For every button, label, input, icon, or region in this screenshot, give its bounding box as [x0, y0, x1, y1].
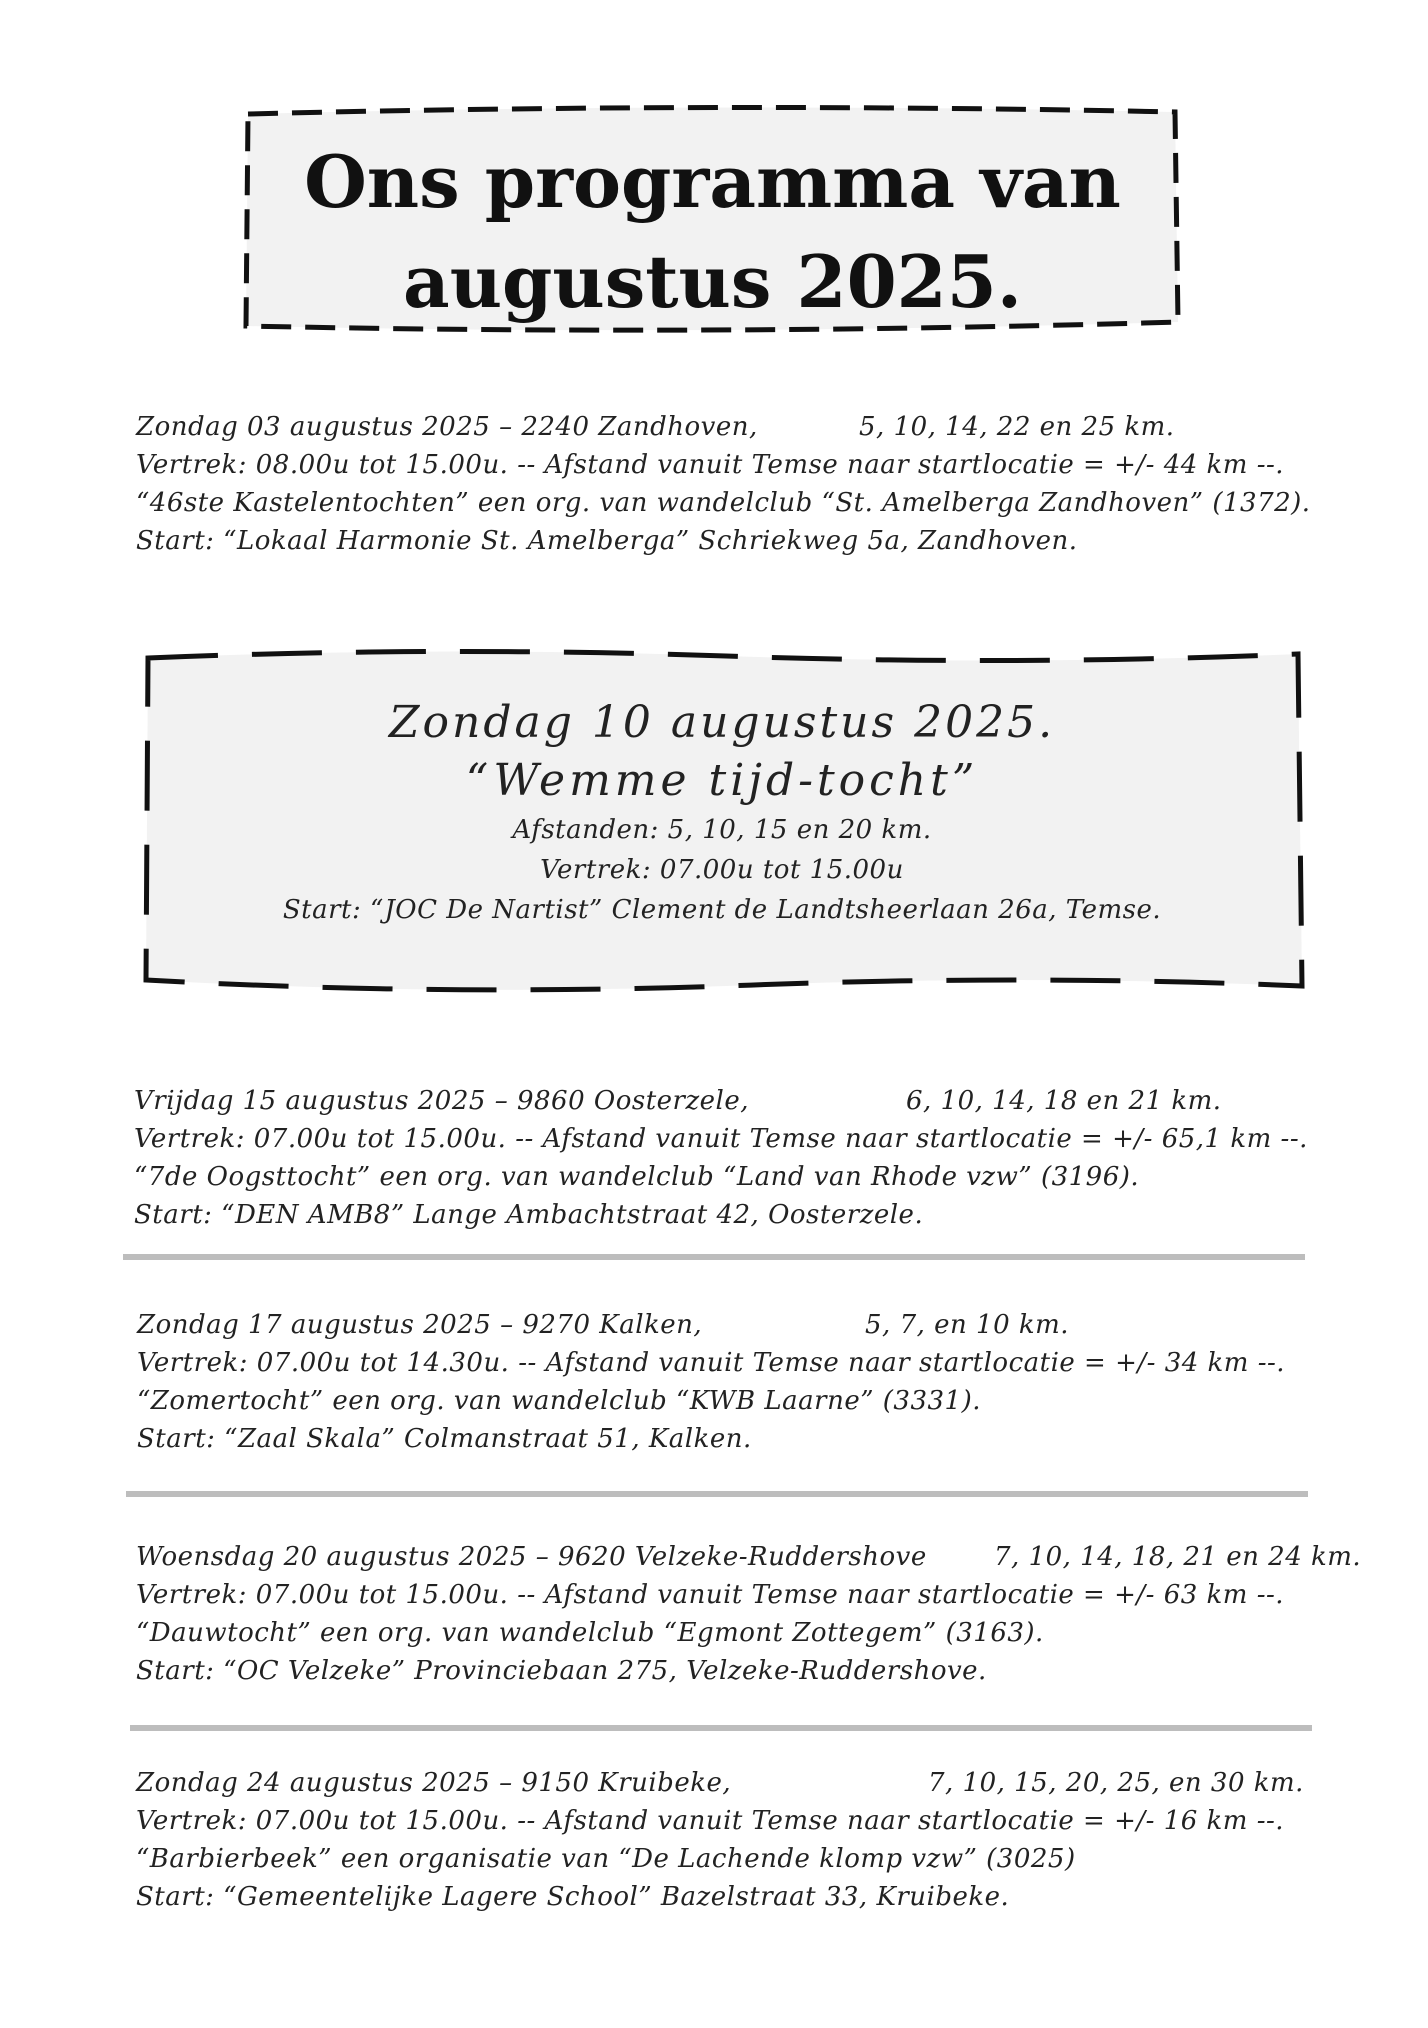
event-departure: Vertrek: 07.00u tot 14.30u. -- Afstand vanuit Temse naar startlocatie = +/- 34 km --.	[137, 1348, 1286, 1378]
highlight-box	[136, 640, 1308, 1000]
event-kalken	[137, 1306, 1337, 1458]
event-departure: Vertrek: 07.00u tot 15.00u. -- Afstand vanuit Temse naar startlocatie = +/- 65,1 km --.	[134, 1124, 1308, 1154]
highlight-distances: Afstanden: 5, 10, 15 en 20 km.	[512, 815, 932, 845]
event-header: Vrijdag 15 augustus 2025 – 9860 Oosterzele,	[134, 1086, 750, 1116]
event-departure: Vertrek: 08.00u tot 15.00u. -- Afstand vanuit Temse naar startlocatie = +/- 44 km --.	[136, 450, 1285, 480]
page-title	[240, 132, 1185, 332]
event-velzeke	[136, 1538, 1396, 1690]
event-header: Zondag 24 augustus 2025 – 9150 Kruibeke,	[136, 1768, 732, 1798]
event-start: Start: “OC Velzeke” Provinciebaan 275, Velzeke-Ruddershove.	[136, 1656, 987, 1686]
event-start: Start: “Zaal Skala” Colmanstraat 51, Kalken.	[137, 1424, 752, 1454]
event-distances: 5, 10, 14, 22 en 25 km.	[859, 412, 1175, 442]
event-oosterzele	[134, 1082, 1334, 1234]
highlight-departure: Vertrek: 07.00u tot 15.00u	[540, 855, 904, 885]
highlight-date: Zondag 10 augustus 2025.	[388, 697, 1056, 748]
highlight-content	[136, 694, 1308, 930]
event-departure: Vertrek: 07.00u tot 15.00u. -- Afstand vanuit Temse naar startlocatie = +/- 16 km --.	[136, 1806, 1285, 1836]
title-box	[240, 104, 1185, 334]
event-header: Woensdag 20 augustus 2025 – 9620 Velzeke-Ruddershove	[136, 1542, 927, 1572]
divider-2	[126, 1491, 1308, 1497]
event-distances: 6, 10, 14, 18 en 21 km.	[906, 1086, 1222, 1116]
highlight-name: “Wemme tijd-tocht”	[465, 755, 979, 806]
divider-1	[123, 1254, 1305, 1260]
divider-3	[130, 1725, 1312, 1731]
event-header: Zondag 17 augustus 2025 – 9270 Kalken,	[137, 1310, 703, 1340]
event-start: Start: “Lokaal Harmonie St. Amelberga” Schriekweg 5a, Zandhoven.	[136, 526, 1078, 556]
title-line-1: Ons programma van	[304, 139, 1121, 224]
event-kruibeke	[136, 1764, 1336, 1916]
event-organizer: “46ste Kastelentochten” een org. van wandelclub “St. Amelberga Zandhoven” (1372).	[136, 488, 1311, 518]
highlight-start: Start: “JOC De Nartist” Clement de Landtsheerlaan 26a, Temse.	[282, 895, 1162, 925]
event-organizer: “Zomertocht” een org. van wandelclub “KWB Laarne” (3331).	[137, 1386, 981, 1416]
event-organizer: “7de Oogsttocht” een org. van wandelclub “Land van Rhode vzw” (3196).	[134, 1162, 1140, 1192]
event-zandhoven	[136, 408, 1336, 560]
event-start: Start: “DEN AMB8” Lange Ambachtstraat 42, Oosterzele.	[134, 1200, 924, 1230]
title-line-2: augustus 2025.	[403, 239, 1022, 324]
event-start: Start: “Gemeentelijke Lagere School” Bazelstraat 33, Kruibeke.	[136, 1882, 1010, 1912]
event-header: Zondag 03 augustus 2025 – 2240 Zandhoven,	[136, 412, 758, 442]
event-distances: 7, 10, 14, 18, 21 en 24 km.	[994, 1542, 1362, 1572]
event-distances: 5, 7, en 10 km.	[865, 1310, 1070, 1340]
event-departure: Vertrek: 07.00u tot 15.00u. -- Afstand vanuit Temse naar startlocatie = +/- 63 km --.	[136, 1580, 1285, 1610]
event-organizer: “Dauwtocht” een org. van wandelclub “Egmont Zottegem” (3163).	[136, 1618, 1044, 1648]
event-distances: 7, 10, 15, 20, 25, en 30 km.	[928, 1768, 1304, 1798]
event-organizer: “Barbierbeek” een organisatie van “De Lachende klomp vzw” (3025)	[136, 1844, 1076, 1874]
